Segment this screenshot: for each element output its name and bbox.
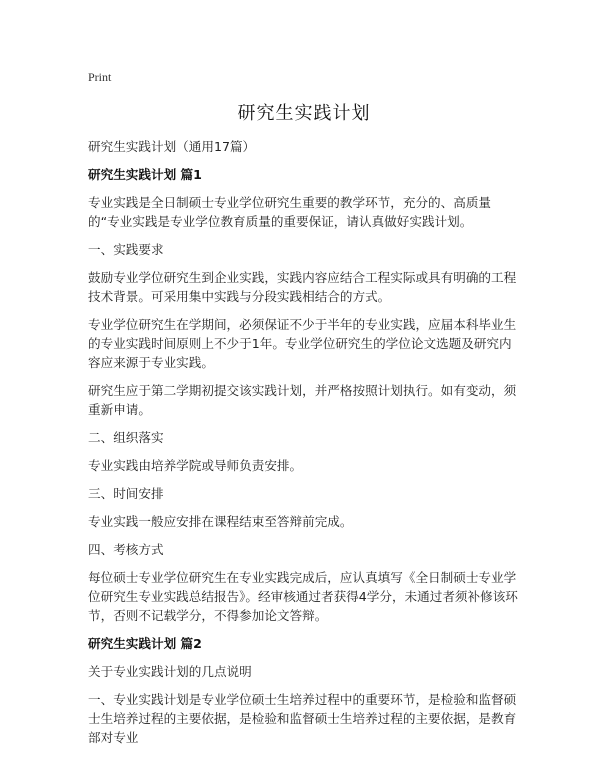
document-page: [88, 70, 520, 756]
document-subtitle: 研究生实践计划（通用17篇）: [88, 139, 256, 154]
paragraph: 鼓励专业学位研究生到企业实践，实践内容应结合工程实际或具有明确的工程技术背景。可采用集中实践与分段实践相结合的方式。: [88, 270, 517, 304]
paragraph: 专业实践一般应安排在课程结束至答辩前完成。: [88, 514, 353, 529]
paragraph: 四、考核方式: [88, 542, 164, 557]
paragraph: 一、专业实践计划是专业学位硕士生培养过程中的重要环节，是检验和监督硕士生培养过程的主要依据，是检验和监督硕士生培养过程的主要依据，是教育部对专业: [88, 692, 517, 745]
paragraph: 三、时间安排: [88, 486, 164, 501]
section-heading: 研究生实践计划 篇1: [88, 167, 202, 182]
paragraph: 专业实践由培养学院或导师负责安排。: [88, 458, 303, 473]
paragraph: 研究生应于第二学期初提交该实践计划，并严格按照计划执行。如有变动，须重新申请。: [88, 383, 517, 417]
paragraph: 一、实践要求: [88, 242, 164, 257]
print-link[interactable]: Print: [88, 70, 112, 84]
section-heading: 研究生实践计划 篇2: [88, 636, 202, 651]
paragraph: 专业实践是全日制硕士专业学位研究生重要的教学环节，充分的、高质量的“专业实践是专业学位教育质量的重要保证，请认真做好实践计划。: [88, 195, 491, 229]
paragraph: 每位硕士专业学位研究生在专业实践完成后，应认真填写《全日制硕士专业学位研究生专业实践总结报告》。经审核通过者获得4学分，未通过者须补修该环节，否则不记载学分，不得参加论文答辩。: [88, 570, 518, 623]
paragraph: 关于专业实践计划的几点说明: [88, 664, 252, 679]
paragraph: 二、组织落实: [88, 430, 164, 445]
document-title: 研究生实践计划: [237, 103, 371, 124]
paragraph: 专业学位研究生在学期间，必须保证不少于半年的专业实践，应届本科毕业生的专业实践时间原则上不少于1年。专业学位研究生的学位论文选题及研究内容应来源于专业实践。: [88, 317, 517, 370]
